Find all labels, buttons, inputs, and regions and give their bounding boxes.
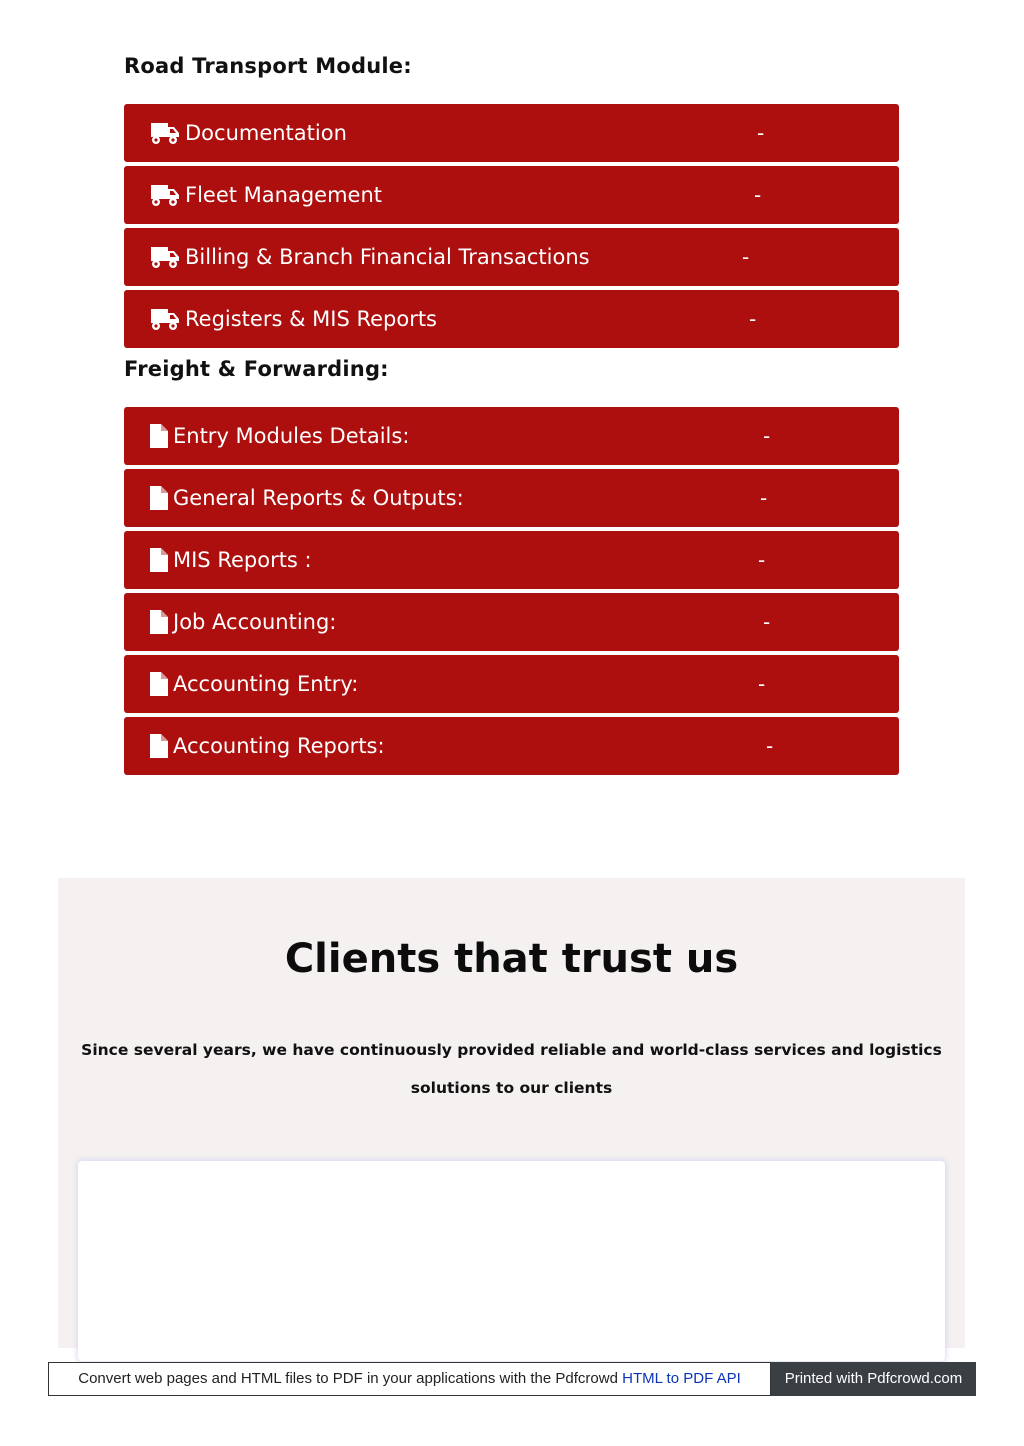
file-icon xyxy=(150,610,168,634)
accordion-item-label: Job Accounting: xyxy=(173,610,337,634)
file-icon xyxy=(150,424,168,448)
accordion-item-fleet-management[interactable] xyxy=(124,166,899,224)
accordion-item-label: Accounting Reports: xyxy=(173,734,385,758)
accordion-item-label: General Reports & Outputs: xyxy=(173,486,464,510)
accordion-item-billing-branch-financial[interactable] xyxy=(124,228,899,286)
collapse-toggle[interactable]: - xyxy=(758,548,766,572)
collapse-toggle[interactable]: - xyxy=(766,734,774,758)
printed-with-pdfcrowd[interactable]: Printed with Pdfcrowd.com xyxy=(771,1362,976,1396)
accordion-item-label: Billing & Branch Financial Transactions xyxy=(185,245,590,269)
collapse-toggle[interactable]: - xyxy=(763,610,771,634)
collapse-toggle[interactable]: - xyxy=(742,245,750,269)
file-icon xyxy=(150,672,168,696)
accordion-item-label: Accounting Entry: xyxy=(173,672,359,696)
accordion-item-mis-reports[interactable] xyxy=(124,531,899,589)
file-icon xyxy=(150,486,168,510)
truck-icon xyxy=(150,307,180,331)
accordion-item-documentation[interactable] xyxy=(124,104,899,162)
accordion-item-general-reports[interactable] xyxy=(124,469,899,527)
footer-convert-note xyxy=(48,1362,771,1396)
accordion-item-label: MIS Reports : xyxy=(173,548,312,572)
collapse-toggle[interactable]: - xyxy=(754,183,762,207)
collapse-toggle[interactable]: - xyxy=(763,424,771,448)
file-icon xyxy=(150,548,168,572)
truck-icon xyxy=(150,183,180,207)
footer-convert-text: Convert web pages and HTML files to PDF in your applications with the Pdfcrowd xyxy=(78,1370,618,1387)
accordion-item-label: Documentation xyxy=(185,121,347,145)
accordion-item-entry-modules[interactable] xyxy=(124,407,899,465)
clients-title: Clients that trust us xyxy=(284,936,739,982)
collapse-toggle[interactable]: - xyxy=(758,672,766,696)
accordion-item-label: Registers & MIS Reports xyxy=(185,307,437,331)
collapse-toggle[interactable]: - xyxy=(760,486,768,510)
html-to-pdf-api-link[interactable]: HTML to PDF API xyxy=(622,1370,741,1387)
road-transport-accordion xyxy=(124,104,899,352)
pdfcrowd-footer xyxy=(48,1362,976,1396)
freight-forwarding-heading: Freight & Forwarding: xyxy=(124,357,389,381)
truck-icon xyxy=(150,121,180,145)
collapse-toggle[interactable]: - xyxy=(757,121,765,145)
file-icon xyxy=(150,734,168,758)
collapse-toggle[interactable]: - xyxy=(749,307,757,331)
accordion-item-label: Entry Modules Details: xyxy=(173,424,410,448)
accordion-item-accounting-reports[interactable] xyxy=(124,717,899,775)
accordion-item-accounting-entry[interactable] xyxy=(124,655,899,713)
accordion-item-job-accounting[interactable] xyxy=(124,593,899,651)
clients-logo-carousel xyxy=(78,1161,945,1361)
clients-subtitle: Since several years, we have continuously provided reliable and world-class services and logistics solutions to our clients xyxy=(81,1041,942,1097)
truck-icon xyxy=(150,245,180,269)
road-transport-heading: Road Transport Module: xyxy=(124,54,412,78)
clients-section xyxy=(58,878,965,1348)
accordion-item-label: Fleet Management xyxy=(185,183,382,207)
accordion-item-registers-mis-reports[interactable] xyxy=(124,290,899,348)
freight-forwarding-accordion xyxy=(124,407,899,779)
